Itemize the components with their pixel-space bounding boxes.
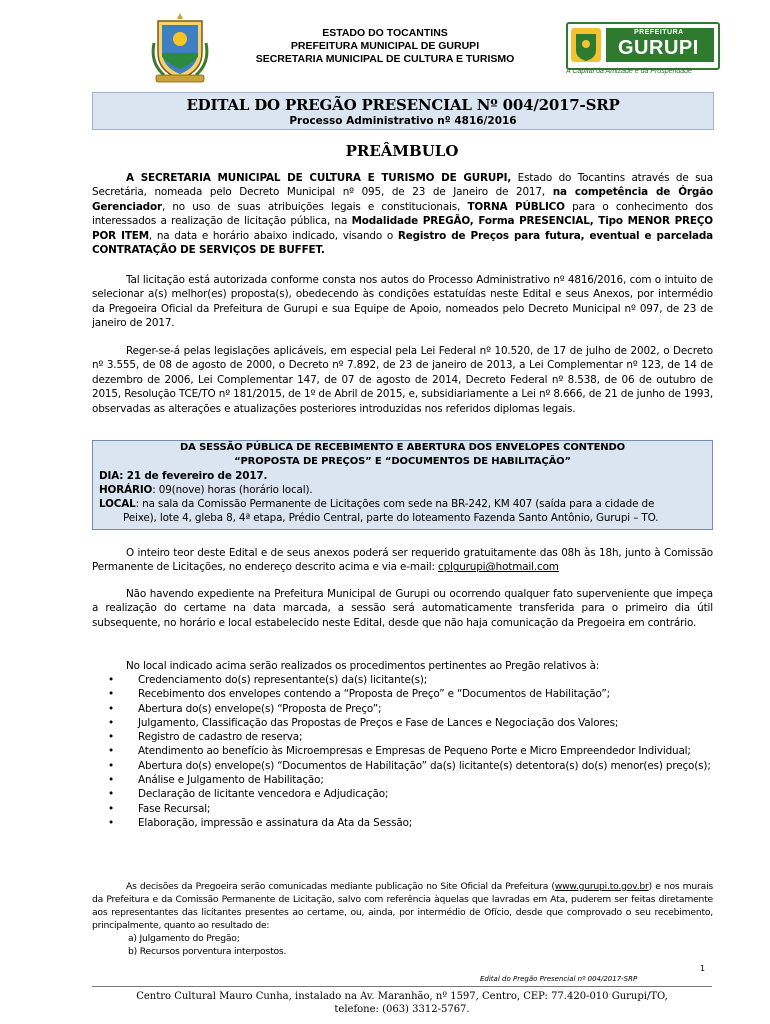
list-item bbox=[92, 687, 713, 701]
session-time: HORÁRIO: 09(nove) horas (horário local). bbox=[99, 484, 313, 496]
session-heading-1: DA SESSÃO PÚBLICA DE RECEBIMENTO E ABERTURA DOS ENVELOPES CONTENDO bbox=[180, 442, 625, 453]
paragraph-legislation: Reger-se-á pelas legislações aplicáveis, em especial pela Lei Federal nº 10.520, de 17 de julho de 2002, o Decreto nº 3.555, de 08 de agosto de 2000, o Decreto nº 7.892, de 23 de janeiro de 2013, a Lei Complementar nº 123, de 14 de dezembro de 2006, Lei Complementar 147, de 07 de agosto de 2014, Decreto Federal nº 8.538, de 06 de outubro de 2015, Resolução TCE/TO nº 181/2015, de 1º de Abril de 2015, e, subsidiariamente a Lei nº 8.666, de 21 de junho de 1993, observadas as alterações e atualizações posteriores introduzidas nos referidos diplomas legais. bbox=[92, 345, 713, 415]
bullet-icon: • bbox=[108, 731, 114, 744]
list-item-text: Abertura do(s) envelope(s) “Documentos de Habilitação” da(s) licitante(s) detentora(s) do(s) menor(es) preço(s); bbox=[138, 759, 711, 772]
list-item bbox=[92, 702, 713, 716]
list-item bbox=[92, 816, 713, 830]
list-item-text: Análise e Julgamento de Habilitação; bbox=[138, 774, 324, 787]
session-date: DIA: 21 de fevereiro de 2017. bbox=[99, 470, 268, 482]
paragraph-authorization: Tal licitação está autorizada conforme consta nos autos do Processo Administrativo nº 4816/2016, com o intuito de selecionar a(s) melhor(es) proposta(s), obedecendo às condições estatuídas neste Edital e seus Anexos, por intermédio da Pregoeira Oficial da Prefeitura de Gurupi e sua Equipe de Apoio, nomeados pelo Decreto Municipal nº 097, de 23 de janeiro de 2017. bbox=[92, 274, 713, 330]
bullet-icon: • bbox=[108, 688, 114, 701]
session-location-cont: Peixe), lote 4, gleba 8, 4ª etapa, Prédio Central, parte do loteamento Fazenda Santo Antônio, Gurupi – TO. bbox=[123, 512, 659, 524]
decision-option-a: a) Julgamento do Pregão; bbox=[128, 933, 240, 944]
edital-title: EDITAL DO PREGÃO PRESENCIAL Nº 004/2017-SRP bbox=[186, 96, 620, 114]
list-item bbox=[92, 773, 713, 787]
session-info-box bbox=[92, 440, 713, 530]
intro-part-g: Modalidade PREGÃO, Forma PRESENCIAL, Tipo MENOR PREÇO POR ITEM bbox=[92, 215, 713, 242]
procedures-list bbox=[92, 673, 713, 830]
list-item bbox=[92, 730, 713, 744]
gurupi-logo bbox=[562, 22, 722, 82]
list-item bbox=[92, 673, 713, 687]
bullet-icon: • bbox=[108, 716, 114, 729]
email-link[interactable]: cplgurupi@hotmail.com bbox=[438, 561, 559, 574]
bullet-icon: • bbox=[108, 802, 114, 815]
bullet-icon: • bbox=[108, 816, 114, 829]
paragraph-intro bbox=[92, 171, 713, 257]
intro-part-a: A SECRETARIA MUNICIPAL DE CULTURA E TURISMO DE GURUPI, bbox=[126, 172, 512, 184]
session-heading-2: “PROPOSTA DE PREÇOS” E “DOCUMENTOS DE HABILITAÇÃO” bbox=[234, 456, 571, 467]
list-item bbox=[92, 759, 713, 773]
intro-part-b: Estado do Tocantins através de sua Secretária, nomeada pelo Decreto Municipal nº 095, de 23 de Janeiro de 2017, bbox=[92, 172, 713, 199]
header-state: ESTADO DO TOCANTINS bbox=[322, 27, 448, 39]
list-item-text: Fase Recursal; bbox=[138, 802, 211, 815]
page-number: 1 bbox=[700, 964, 706, 973]
footer-reference: Edital do Pregão Presencial nº 004/2017-SRP bbox=[480, 975, 638, 983]
list-item bbox=[92, 744, 713, 758]
list-item-text: Atendimento ao benefício às Microempresas e Empresas de Pequeno Porte e Micro Empreendedor Individual; bbox=[138, 745, 691, 758]
title-box bbox=[92, 92, 714, 130]
list-item-text: Declaração de licitante vencedora e Adjudicação; bbox=[138, 788, 389, 801]
intro-part-d: , no uso de suas atribuições legais e constitucionais, bbox=[161, 200, 468, 213]
logo-tagline: A Capital da Amizade e da Prosperidade bbox=[566, 68, 692, 75]
paragraph-no-business: Não havendo expediente na Prefeitura Municipal de Gurupi ou ocorrendo qualquer fato superveniente que impeça a realização do certame na data marcada, a sessão será automaticamente transferida para o primeiro dia útil subsequente, no horário e local estabelecido neste Edital, desde que não haja comunicação da Pregoeira em contrário. bbox=[92, 588, 713, 629]
list-item bbox=[92, 716, 713, 730]
list-item-text: Credenciamento do(s) representante(s) da(s) licitante(s); bbox=[138, 674, 428, 686]
list-item bbox=[92, 787, 713, 801]
intro-part-h: , na data e horário abaixo indicado, visando o bbox=[148, 229, 398, 242]
intro-part-i: Registro de Preços para futura, eventual e parcelada CONTRATAÇÃO DE SERVIÇOS DE BUFFET. bbox=[92, 229, 714, 257]
process-number: Processo Administrativo nº 4816/2016 bbox=[289, 115, 517, 127]
decision-option-b: b) Recursos porventura interpostos. bbox=[128, 946, 287, 957]
logo-small-text: PREFEITURA bbox=[634, 29, 684, 36]
footer-address: Centro Cultural Mauro Cunha, instalado na Av. Maranhão, nº 1597, Centro, CEP: 77.420-010 Gurupi/TO, telefone: (063) 3312-5767. bbox=[136, 991, 668, 1015]
paragraph-procedures: No local indicado acima serão realizados os procedimentos pertinentes ao Pregão relativos à: bbox=[126, 660, 600, 672]
bullet-icon: • bbox=[108, 745, 114, 758]
bullet-icon: • bbox=[108, 788, 114, 801]
paragraph-decisions: As decisões da Pregoeira serão comunicadas mediante publicação no Site Oficial da Prefeitura (www.gurupi.to.gov.br) e nos murais da Prefeitura e da Comissão Permanente de Licitação, salvo com referência àquelas que lavradas em Ata, puderem ser feitas diretamente aos representantes das licitantes presentes ao certame, ou, ainda, por intermédio de Ofício, desde que comprovado o seu recebimento, principalmente, quanto ao resultado de: bbox=[92, 881, 714, 931]
intro-part-f: para o conhecimento dos interessados a realização de licitação pública, na bbox=[92, 200, 713, 228]
intro-part-e: TORNA PÚBLICO bbox=[467, 200, 565, 213]
header-institution bbox=[230, 27, 540, 66]
bullet-icon: • bbox=[108, 674, 114, 686]
header-secretariat: SECRETARIA MUNICIPAL DE CULTURA E TURISMO bbox=[255, 53, 515, 65]
session-location: LOCAL: na sala da Comissão Permanente de Licitações com sede na BR-242, KM 407 (saída para a cidade de bbox=[99, 498, 655, 510]
list-item-text: Julgamento, Classificação das Propostas de Preços e Fase de Lances e Negociação dos Valores; bbox=[138, 716, 619, 729]
header-prefecture: PREFEITURA MUNICIPAL DE GURUPI bbox=[290, 40, 480, 52]
list-item-text: Recebimento dos envelopes contendo a “Proposta de Preço” e “Documentos de Habilitação”; bbox=[138, 688, 610, 701]
list-item-text: Registro de cadastro de reserva; bbox=[138, 731, 303, 744]
list-item-text: Abertura do(s) envelope(s) “Proposta de Preço”; bbox=[138, 702, 382, 715]
logo-big-text: GURUPI bbox=[618, 37, 699, 59]
bullet-icon: • bbox=[108, 774, 114, 787]
list-item-text: Elaboração, impressão e assinatura da Ata da Sessão; bbox=[138, 816, 413, 829]
state-coat-of-arms-icon bbox=[150, 13, 210, 85]
bullet-icon: • bbox=[108, 759, 114, 772]
footer-divider bbox=[92, 986, 712, 987]
bullet-icon: • bbox=[108, 702, 114, 715]
section-heading-preambulo: PREÂMBULO bbox=[345, 142, 459, 160]
list-item bbox=[92, 802, 713, 816]
paragraph-request: O inteiro teor deste Edital e de seus anexos poderá ser requerido gratuitamente das 08h às 18h, junto à Comissão Permanente de Licitações, no endereço descrito acima e via e-mail: cplgurupi@hotmail.com bbox=[92, 547, 713, 574]
logo-badge bbox=[566, 22, 720, 70]
site-link[interactable]: www.gurupi.to.gov.br bbox=[554, 881, 649, 892]
intro-part-c: na competência de Órgão Gerenciador bbox=[92, 186, 713, 213]
